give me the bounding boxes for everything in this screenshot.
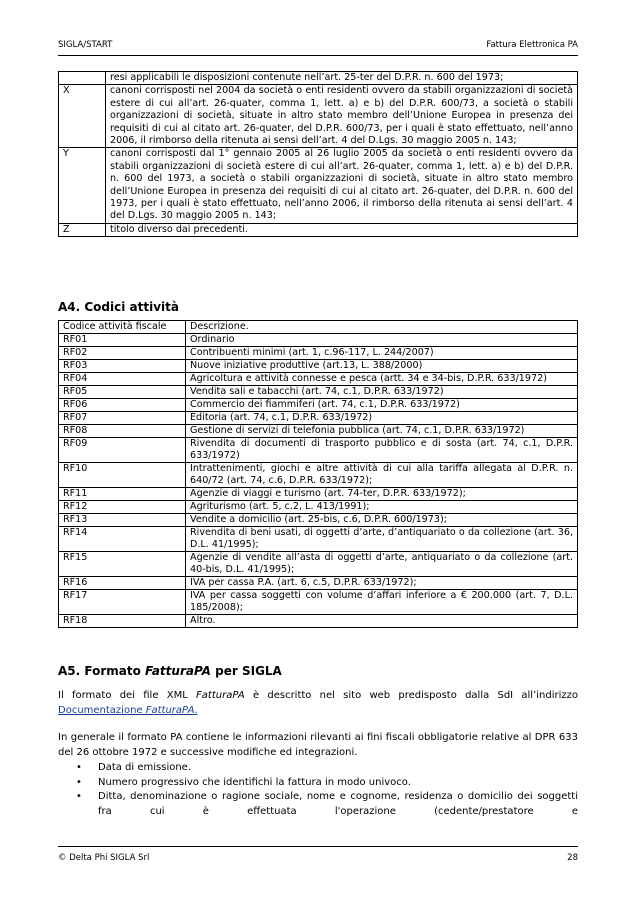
list-item bbox=[58, 790, 578, 819]
activity-description: Nuove iniziative produttive (art.13, L. 388/2000) bbox=[186, 360, 578, 373]
table-row bbox=[59, 615, 578, 628]
row-code: Z bbox=[59, 223, 106, 236]
page-footer bbox=[58, 853, 578, 863]
activity-description: IVA per cassa soggetti con volume d’affari inferiore a € 200.000 (art. 7, D.L. 185/2008); bbox=[186, 590, 578, 615]
activity-codes-table bbox=[58, 320, 578, 628]
bullet-icon: • bbox=[76, 762, 82, 773]
list-item-text: Data di emissione. bbox=[98, 762, 192, 773]
bullet-icon: • bbox=[76, 791, 82, 803]
header-right: Fattura Elettronica PA bbox=[486, 40, 578, 50]
list-item-text: Ditta, denominazione o ragione sociale, nome e cognome, residenza o domicilio dei soggetti fra cui è effettuata l'operazione (cedente/prestatore e bbox=[98, 791, 578, 817]
table-row bbox=[59, 501, 578, 514]
activity-code: RF18 bbox=[59, 615, 186, 628]
activity-description: Vendite a domicilio (art. 25-bis, c.6, D.P.R. 600/1973); bbox=[186, 514, 578, 527]
table-row bbox=[59, 514, 578, 527]
table-row bbox=[59, 360, 578, 373]
a5-title-italic: FatturaPA bbox=[145, 664, 211, 678]
activity-description: Gestione di servizi di telefonia pubblica (art. 74, c.1, D.P.R. 633/1972) bbox=[186, 425, 578, 438]
list-item bbox=[58, 761, 578, 776]
section-a5-title bbox=[58, 664, 282, 678]
link-text-a: Documentazione bbox=[58, 704, 146, 716]
bullet-icon: • bbox=[76, 776, 82, 788]
activity-code: RF02 bbox=[59, 347, 186, 360]
activity-code: RF13 bbox=[59, 514, 186, 527]
paragraph-general-info: In generale il formato PA contiene le informazioni rilevanti ai fini fiscali obbligatorie relative al DPR 633 del 26 ottobre 1972 e successive modifiche ed integrazioni. bbox=[58, 732, 578, 758]
link-text-b: . bbox=[194, 704, 198, 716]
activity-code: RF15 bbox=[59, 552, 186, 577]
table-row bbox=[59, 399, 578, 412]
table-row bbox=[59, 386, 578, 399]
activity-description: Editoria (art. 74, c.1, D.P.R. 633/1972) bbox=[186, 412, 578, 425]
activity-code: RF07 bbox=[59, 412, 186, 425]
table-row bbox=[59, 438, 578, 463]
section-a4-title: A4. Codici attività bbox=[58, 300, 179, 314]
table-row bbox=[59, 552, 578, 577]
table-header-row bbox=[59, 321, 578, 334]
activity-description: Ordinario bbox=[186, 334, 578, 347]
table-row bbox=[59, 373, 578, 386]
value-table bbox=[58, 71, 578, 237]
activity-code: RF12 bbox=[59, 501, 186, 514]
table-row bbox=[59, 334, 578, 347]
documentation-link[interactable] bbox=[58, 705, 198, 716]
activity-code: RF08 bbox=[59, 425, 186, 438]
table-row bbox=[59, 85, 578, 148]
activity-description: Altro. bbox=[186, 615, 578, 628]
a5-title-suffix: per SIGLA bbox=[210, 664, 282, 678]
header-description: Descrizione. bbox=[186, 321, 578, 334]
page-header bbox=[58, 40, 578, 50]
row-description: canoni corrisposti dal 1° gennaio 2005 al 26 luglio 2005 da società o enti residenti ovvero da stabili organizzazioni di società estere di cui all’art. 26-quater, comma 1, lett. a) e b) del D.P.R. n. 600 del 1973, a società o stabili organizzazioni di società, situate in altro stato membro dell’Unione Europea in presenza dei requisiti di cui al citato art. 26-quater, del D.P.R. n. 600 del 1973, per i quali è stato effettuato, nell’anno 2006, il rimborso della ritenuta ai sensi dell’art. 4 del D.Lgs. 30 maggio 2005 n. 143; bbox=[106, 148, 578, 223]
activity-description: Agenzie di viaggi e turismo (art. 74-ter, D.P.R. 633/1972); bbox=[186, 488, 578, 501]
activity-description: Intrattenimenti, giochi e altre attività di cui alla tariffa allegata al D.P.R. n. 640/72 (art. 74, c.6, D.P.R. 633/1972); bbox=[186, 463, 578, 488]
table-row bbox=[59, 425, 578, 438]
p1-italic: FatturaPA bbox=[196, 690, 245, 701]
row-description: titolo diverso dai precedenti. bbox=[106, 223, 578, 236]
table-row bbox=[59, 590, 578, 615]
activity-code: RF04 bbox=[59, 373, 186, 386]
p1-text-a: Il formato dei file XML bbox=[58, 690, 197, 701]
activity-description: Agricoltura e attività connesse e pesca (artt. 34 e 34-bis, D.P.R. 633/1972) bbox=[186, 373, 578, 386]
row-code bbox=[59, 72, 106, 85]
header-left: SIGLA/START bbox=[58, 40, 113, 50]
activity-description: Contribuenti minimi (art. 1, c.96-117, L. 244/2007) bbox=[186, 347, 578, 360]
bullet-list bbox=[58, 761, 578, 819]
header-divider bbox=[58, 55, 578, 56]
page-number: 28 bbox=[567, 853, 578, 863]
activity-code: RF03 bbox=[59, 360, 186, 373]
activity-description: Rivendita di beni usati, di oggetti d’arte, d’antiquariato o da collezione (art. 36, D.L. 41/1995); bbox=[186, 527, 578, 552]
row-description: resi applicabili le disposizioni contenute nell’art. 25-ter del D.P.R. n. 600 del 1973; bbox=[106, 72, 578, 85]
table-row bbox=[59, 148, 578, 223]
activity-description: Rivendita di documenti di trasporto pubblico e di sosta (art. 74, c.1, D.P.R. 633/1972) bbox=[186, 438, 578, 463]
table-row bbox=[59, 347, 578, 360]
list-item bbox=[58, 776, 578, 791]
activity-code: RF11 bbox=[59, 488, 186, 501]
activity-description: Commercio dei fiammiferi (art. 74, c.1, D.P.R. 633/1972) bbox=[186, 399, 578, 412]
footer-divider bbox=[58, 846, 578, 847]
paragraph-format-description bbox=[58, 689, 578, 718]
row-description: canoni corrisposti nel 2004 da società o enti residenti ovvero da stabili organizzazioni di società estere di cui all’art. 26-quater, comma 1, lett. a) e b) del D.P.R. 600/73, a società o stabili organizzazioni di società, situate in altro stato membro dell’Unione Europea in presenza dei requisiti di cui al citato art. 26-quater, del D.P.R. 600/73, per i quali è stato effettuato, nell’anno 2006, il rimborso della ritenuta ai sensi dell’art. 4 del D.Lgs. 30 maggio 2005 n. 143; bbox=[106, 85, 578, 148]
a5-title-prefix: A5. Formato bbox=[58, 664, 146, 678]
activity-code: RF09 bbox=[59, 438, 186, 463]
activity-code: RF06 bbox=[59, 399, 186, 412]
table-row bbox=[59, 577, 578, 590]
footer-left: © Delta Phi SIGLA Srl bbox=[58, 853, 150, 863]
activity-code: RF01 bbox=[59, 334, 186, 347]
table-row bbox=[59, 223, 578, 236]
activity-description: IVA per cassa P.A. (art. 6, c.5, D.P.R. 633/1972); bbox=[186, 577, 578, 590]
table-row bbox=[59, 412, 578, 425]
link-italic: FatturaPA bbox=[145, 704, 195, 716]
list-item-text: Numero progressivo che identifichi la fattura in modo univoco. bbox=[98, 776, 411, 788]
activity-description: Vendita sali e tabacchi (art. 74, c.1, D.P.R. 633/1972) bbox=[186, 386, 578, 399]
header-code: Codice attività fiscale bbox=[59, 321, 186, 334]
activity-code: RF05 bbox=[59, 386, 186, 399]
row-code: Y bbox=[59, 148, 106, 223]
activity-description: Agenzie di vendite all’asta di oggetti d’arte, antiquariato o da collezione (art. 40-bis, D.L. 41/1995); bbox=[186, 552, 578, 577]
table-row bbox=[59, 527, 578, 552]
p1-text-b: è descritto nel sito web predisposto dalla SdI all’indirizzo bbox=[244, 690, 578, 701]
row-code: X bbox=[59, 85, 106, 148]
table-row bbox=[59, 72, 578, 85]
activity-code: RF17 bbox=[59, 590, 186, 615]
activity-code: RF16 bbox=[59, 577, 186, 590]
activity-code: RF10 bbox=[59, 463, 186, 488]
activity-code: RF14 bbox=[59, 527, 186, 552]
table-row bbox=[59, 488, 578, 501]
activity-description: Agriturismo (art. 5, c.2, L. 413/1991); bbox=[186, 501, 578, 514]
table-row bbox=[59, 463, 578, 488]
